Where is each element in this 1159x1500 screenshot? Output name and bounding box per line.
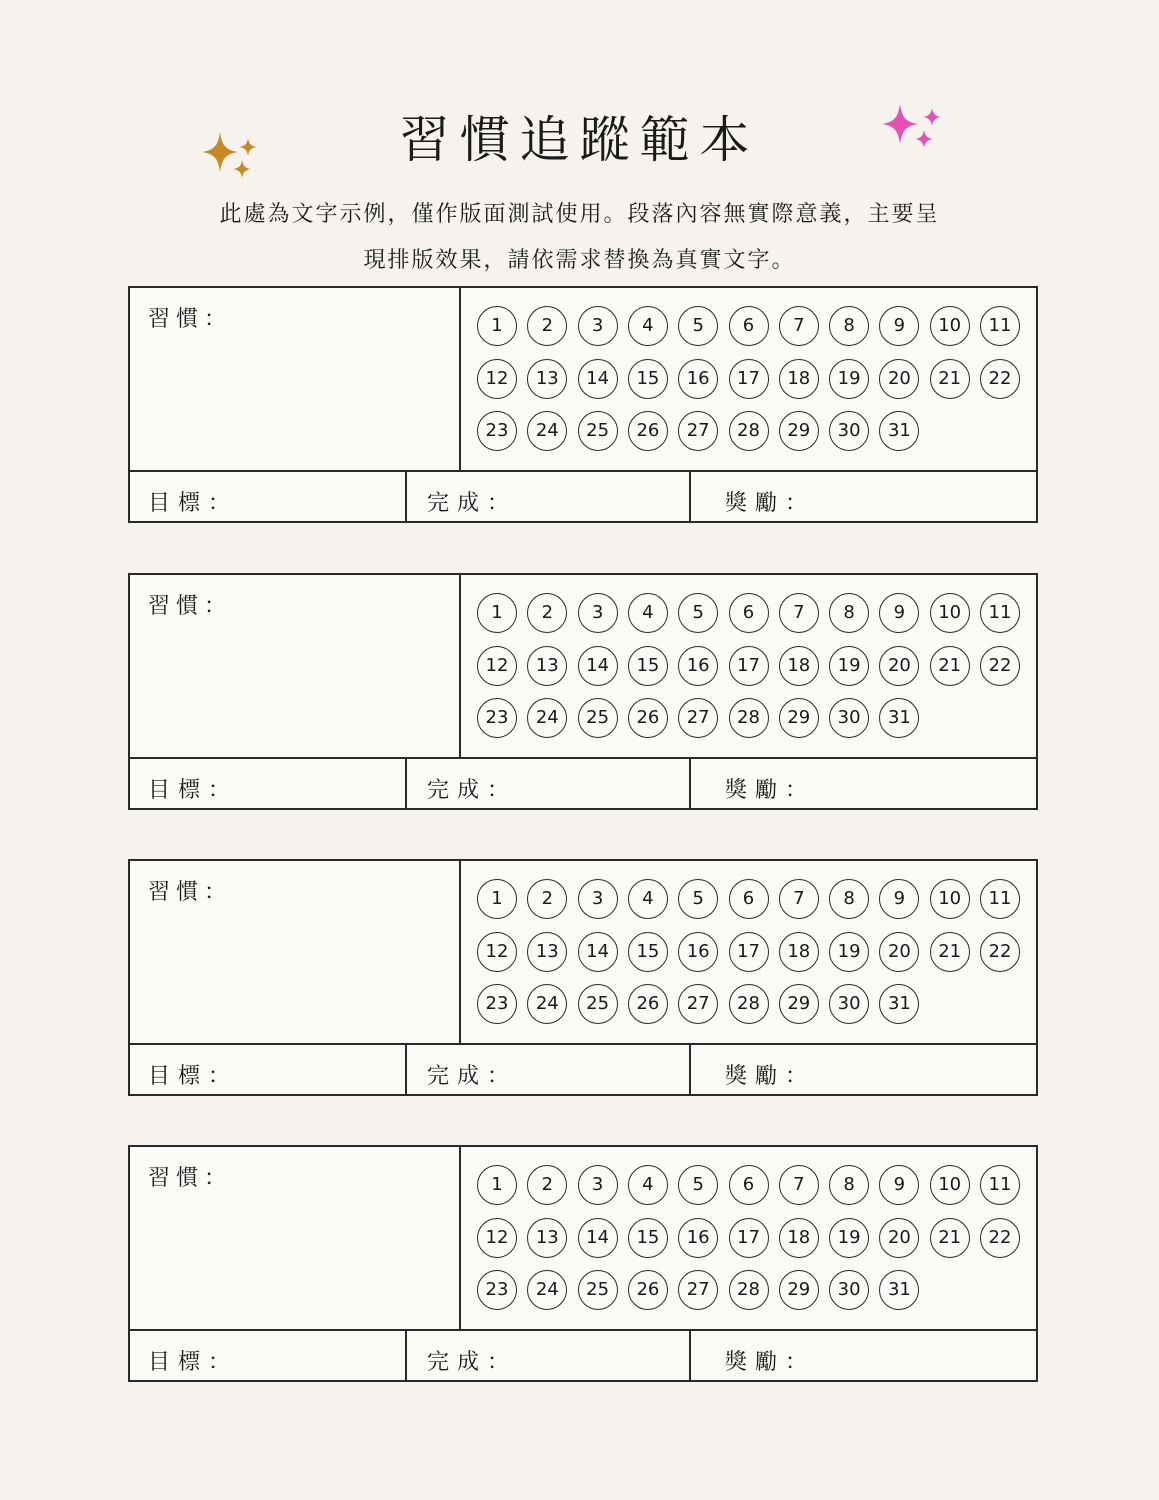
reward-label: 獎勵：: [725, 778, 816, 803]
habit-label: 習慣：: [148, 594, 233, 619]
day-circle[interactable]: 3: [578, 306, 618, 346]
day-circle[interactable]: 5: [678, 1165, 718, 1205]
day-circle[interactable]: 4: [628, 593, 668, 633]
tracker-footer: [130, 757, 1036, 808]
reward-field[interactable]: [691, 1331, 1036, 1382]
day-circle[interactable]: 17: [729, 359, 769, 399]
day-circle[interactable]: 30: [829, 411, 869, 451]
day-circle[interactable]: 28: [729, 698, 769, 738]
reward-label: 獎勵：: [725, 491, 816, 516]
day-circle[interactable]: 15: [628, 646, 668, 686]
day-circle[interactable]: 20: [879, 932, 919, 972]
day-circle[interactable]: 30: [829, 984, 869, 1024]
reward-field[interactable]: [691, 1045, 1036, 1096]
day-circle[interactable]: 29: [779, 411, 819, 451]
day-circle[interactable]: 6: [729, 879, 769, 919]
habit-label: 習慣：: [148, 307, 233, 332]
day-circle[interactable]: 23: [477, 698, 517, 738]
day-circle[interactable]: 12: [477, 646, 517, 686]
day-circle[interactable]: 2: [527, 593, 567, 633]
day-circle[interactable]: 8: [829, 1165, 869, 1205]
day-circle[interactable]: 25: [578, 698, 618, 738]
habit-tracker-card-3: [128, 859, 1038, 1096]
day-circle[interactable]: 9: [879, 879, 919, 919]
day-circle[interactable]: 16: [678, 359, 718, 399]
day-circle[interactable]: 2: [527, 1165, 567, 1205]
day-circle[interactable]: 15: [628, 359, 668, 399]
day-circle[interactable]: 18: [779, 932, 819, 972]
day-circle[interactable]: 15: [628, 932, 668, 972]
habit-label: 習慣：: [148, 880, 233, 905]
day-circle[interactable]: 7: [779, 306, 819, 346]
habit-field[interactable]: [130, 575, 461, 757]
day-circle[interactable]: 8: [829, 879, 869, 919]
day-circle[interactable]: 18: [779, 646, 819, 686]
day-circle[interactable]: 1: [477, 593, 517, 633]
goal-label: 目標：: [148, 1064, 239, 1089]
day-circle[interactable]: 30: [829, 698, 869, 738]
day-circle[interactable]: 28: [729, 411, 769, 451]
day-circle[interactable]: 5: [678, 593, 718, 633]
day-circle[interactable]: 22: [980, 932, 1020, 972]
day-circle[interactable]: 21: [930, 932, 970, 972]
reward-field[interactable]: [691, 472, 1036, 523]
day-circle[interactable]: 19: [829, 646, 869, 686]
habit-field[interactable]: [130, 1147, 461, 1329]
day-circle[interactable]: 5: [678, 306, 718, 346]
day-circle[interactable]: 19: [829, 359, 869, 399]
day-circle[interactable]: 12: [477, 1218, 517, 1258]
goal-field[interactable]: [130, 1045, 407, 1096]
day-circle[interactable]: 5: [678, 879, 718, 919]
day-circle[interactable]: 27: [678, 698, 718, 738]
day-circle[interactable]: 11: [980, 879, 1020, 919]
day-circle[interactable]: 21: [930, 1218, 970, 1258]
day-circle[interactable]: 30: [829, 1270, 869, 1310]
day-circle[interactable]: 24: [527, 411, 567, 451]
day-circle[interactable]: 27: [678, 984, 718, 1024]
day-circle[interactable]: 21: [930, 359, 970, 399]
done-field[interactable]: [407, 759, 691, 810]
day-circle[interactable]: 23: [477, 1270, 517, 1310]
reward-field[interactable]: [691, 759, 1036, 810]
day-circle[interactable]: 28: [729, 1270, 769, 1310]
day-circle[interactable]: 10: [930, 879, 970, 919]
done-label: 完成：: [427, 1350, 518, 1375]
day-circle[interactable]: 29: [779, 698, 819, 738]
day-circle[interactable]: 6: [729, 1165, 769, 1205]
day-circle[interactable]: 14: [578, 359, 618, 399]
day-circle[interactable]: 31: [879, 411, 919, 451]
day-circle[interactable]: 7: [779, 1165, 819, 1205]
day-circle[interactable]: 31: [879, 984, 919, 1024]
day-circle[interactable]: 17: [729, 932, 769, 972]
day-circle[interactable]: 2: [527, 879, 567, 919]
day-circle[interactable]: 18: [779, 1218, 819, 1258]
tracker-footer: [130, 470, 1036, 521]
day-circle[interactable]: 16: [678, 932, 718, 972]
day-circle[interactable]: 1: [477, 879, 517, 919]
day-circle[interactable]: 1: [477, 1165, 517, 1205]
day-circle[interactable]: 11: [980, 1165, 1020, 1205]
day-circle[interactable]: 26: [628, 411, 668, 451]
goal-label: 目標：: [148, 1350, 239, 1375]
day-circle[interactable]: 13: [527, 359, 567, 399]
day-circle[interactable]: 26: [628, 1270, 668, 1310]
done-label: 完成：: [427, 1064, 518, 1089]
day-circle[interactable]: 22: [980, 359, 1020, 399]
intro-line-1: 此處為文字示例，僅作版面測試使用。段落內容無實際意義，主要呈: [219, 202, 940, 227]
habit-label: 習慣：: [148, 1166, 233, 1191]
day-circle[interactable]: 9: [879, 1165, 919, 1205]
reward-label: 獎勵：: [725, 1064, 816, 1089]
day-circle[interactable]: 31: [879, 1270, 919, 1310]
tracker-footer: [130, 1329, 1036, 1380]
day-circle[interactable]: 29: [779, 1270, 819, 1310]
day-circle[interactable]: 6: [729, 593, 769, 633]
page-title: 習慣追蹤範本: [399, 111, 760, 169]
day-circle[interactable]: 29: [779, 984, 819, 1024]
day-circle[interactable]: 10: [930, 593, 970, 633]
day-circle[interactable]: 21: [930, 646, 970, 686]
habit-field[interactable]: [130, 861, 461, 1043]
day-circle[interactable]: 17: [729, 1218, 769, 1258]
day-circle[interactable]: 6: [729, 306, 769, 346]
day-circle[interactable]: 28: [729, 984, 769, 1024]
day-circle[interactable]: 24: [527, 698, 567, 738]
day-circle[interactable]: 22: [980, 1218, 1020, 1258]
day-circle[interactable]: 9: [879, 306, 919, 346]
day-circle[interactable]: 27: [678, 1270, 718, 1310]
done-field[interactable]: [407, 1045, 691, 1096]
day-circle[interactable]: 20: [879, 646, 919, 686]
day-circle[interactable]: 7: [779, 879, 819, 919]
day-circle[interactable]: 14: [578, 646, 618, 686]
day-circle[interactable]: 13: [527, 646, 567, 686]
day-circle[interactable]: 3: [578, 879, 618, 919]
habit-tracker-card-1: [128, 286, 1038, 523]
day-circle[interactable]: 20: [879, 1218, 919, 1258]
day-circle[interactable]: 11: [980, 306, 1020, 346]
day-circle[interactable]: 3: [578, 1165, 618, 1205]
day-circle[interactable]: 20: [879, 359, 919, 399]
day-circle[interactable]: 7: [779, 593, 819, 633]
day-circle[interactable]: 19: [829, 932, 869, 972]
done-field[interactable]: [407, 472, 691, 523]
reward-label: 獎勵：: [725, 1350, 816, 1375]
day-circle[interactable]: 26: [628, 984, 668, 1024]
sparkle-pink-icon: [878, 100, 946, 158]
day-circle[interactable]: 14: [578, 1218, 618, 1258]
day-circle[interactable]: 10: [930, 1165, 970, 1205]
day-circle[interactable]: 1: [477, 306, 517, 346]
day-circle[interactable]: 4: [628, 879, 668, 919]
day-circle[interactable]: 31: [879, 698, 919, 738]
done-field[interactable]: [407, 1331, 691, 1382]
day-circle[interactable]: 23: [477, 984, 517, 1024]
habit-tracker-card-2: [128, 573, 1038, 810]
day-circle[interactable]: 12: [477, 359, 517, 399]
day-circle[interactable]: 23: [477, 411, 517, 451]
day-circle[interactable]: 8: [829, 306, 869, 346]
day-circle[interactable]: 19: [829, 1218, 869, 1258]
done-label: 完成：: [427, 778, 518, 803]
day-circle[interactable]: 25: [578, 984, 618, 1024]
day-circle[interactable]: 17: [729, 646, 769, 686]
goal-field[interactable]: [130, 759, 407, 810]
day-circle[interactable]: 16: [678, 1218, 718, 1258]
day-circle[interactable]: 14: [578, 932, 618, 972]
goal-label: 目標：: [148, 778, 239, 803]
goal-field[interactable]: [130, 472, 407, 523]
day-circle[interactable]: 2: [527, 306, 567, 346]
day-circle[interactable]: 26: [628, 698, 668, 738]
day-circle[interactable]: 12: [477, 932, 517, 972]
day-circle[interactable]: 13: [527, 1218, 567, 1258]
day-circle[interactable]: 4: [628, 1165, 668, 1205]
day-circle[interactable]: 27: [678, 411, 718, 451]
day-circle[interactable]: 22: [980, 646, 1020, 686]
habit-field[interactable]: [130, 288, 461, 470]
day-circle[interactable]: 11: [980, 593, 1020, 633]
done-label: 完成：: [427, 491, 518, 516]
day-circle[interactable]: 24: [527, 1270, 567, 1310]
intro-line-2: 現排版效果，請依需求替換為真實文字。: [363, 248, 796, 273]
day-circle[interactable]: 13: [527, 932, 567, 972]
day-circle[interactable]: 9: [879, 593, 919, 633]
day-circle[interactable]: 4: [628, 306, 668, 346]
day-circle[interactable]: 8: [829, 593, 869, 633]
goal-field[interactable]: [130, 1331, 407, 1382]
day-circle[interactable]: 16: [678, 646, 718, 686]
sparkle-gold-icon: [200, 128, 264, 184]
day-circle[interactable]: 24: [527, 984, 567, 1024]
tracker-footer: [130, 1043, 1036, 1094]
goal-label: 目標：: [148, 491, 239, 516]
day-circle[interactable]: 18: [779, 359, 819, 399]
habit-tracker-card-4: [128, 1145, 1038, 1382]
day-circle[interactable]: 10: [930, 306, 970, 346]
day-circle[interactable]: 3: [578, 593, 618, 633]
day-circle[interactable]: 25: [578, 1270, 618, 1310]
day-circle[interactable]: 15: [628, 1218, 668, 1258]
intro-text: [0, 192, 1159, 284]
day-circle[interactable]: 25: [578, 411, 618, 451]
